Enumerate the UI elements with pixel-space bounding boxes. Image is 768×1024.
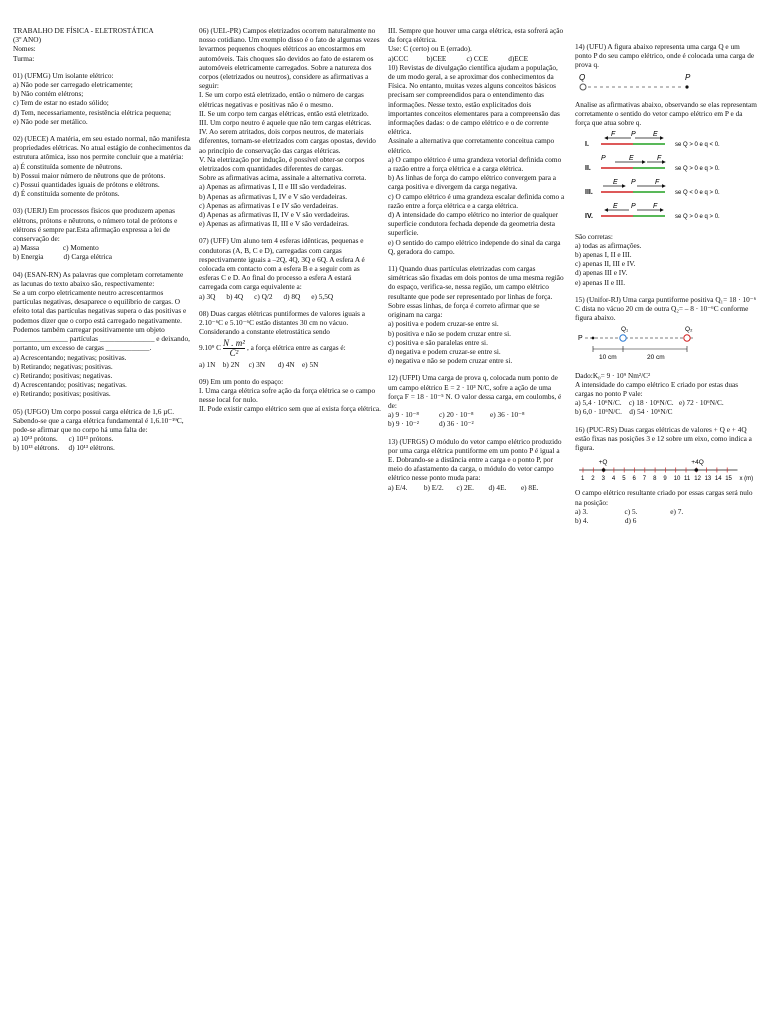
option: a) Não pode ser carregado eletricamente; (13, 80, 133, 90)
distance-label-2: 20 cm (647, 354, 665, 362)
option: e) Apenas as afirmativas II, III e V são verdadeiras. (199, 219, 349, 229)
question-09 (199, 377, 381, 414)
column-1 (13, 26, 191, 453)
question-text: Analise as afirmativas abaixo, observando se elas representam corretamente o sentido do vetor campo elétrico em P e da força que atua sobre q. (575, 99, 759, 128)
row-label: IV. (585, 213, 593, 221)
option: b) Retirando; negativas; positivas. (13, 361, 113, 371)
axis-tick-label: 12 (694, 476, 701, 483)
option: e) O sentido do campo elétrico independe do sinal da carga Q, geradora do campo. (388, 237, 563, 256)
axis-tick-label: 2 (591, 476, 595, 483)
question-text: 13) (UFRGS) O módulo do vetor campo elétrico produzido por uma carga elétrica puntiforme em um ponto P é igual a E. Dobrando-se a distância entre a carga e o ponto P, por meio do afastamento da carga, o módulo do vetor campo elétrico nesse ponto muda para: (388, 436, 564, 483)
options-row: b) 9 · 10⁻² d) 36 · 10⁻² (388, 419, 474, 429)
instruction: Sobre as afirmativas acima, assinale a alternativa correta. (199, 173, 367, 183)
instruction: Use: C (certo) ou E (errado). (388, 44, 472, 54)
row-condition: se Q > 0 e q > 0. (675, 214, 720, 221)
question-02 (13, 134, 191, 198)
question-text: O campo elétrico resultante criado por essas cargas será nulo na posição: (575, 488, 755, 507)
worksheet-header (13, 26, 191, 63)
option: a) Massa c) Momento (13, 243, 99, 253)
question-text: 06) (UEL-PR) Campos eletrizados ocorrem naturalmente no nosso cotidiano. Um exemplo disso é o fato de algumas vezes levarmos pequenos choques elétricos ao encostarmos em automóveis. Tais choques são devidos ao fato de estarem os automóveis eletricamente carregados. Sobre a natureza dos corpos (eletrizados ou neutros), considere as afirmativas a seguir: (199, 26, 382, 91)
q2-circle (684, 335, 690, 341)
worksheet-title: TRABALHO DE FÍSICA - ELETROSTÁTICA (13, 26, 154, 35)
option: d) Acrescentando; positivas; negativas. (13, 380, 127, 390)
statement: I. Uma carga elétrica sofre ação da força elétrica se o campo nesse local for nulo. (199, 385, 377, 405)
axis-tick-label: 1 (581, 476, 585, 483)
vector-options-diagram (575, 129, 755, 225)
question-text: 10) Revistas de divulgação científica ajudam a população, de um modo geral, a se aproximar dos conhecimentos da Física. No entanto, muitas vezes alguns conceitos básicos precisam ser compreendidos para o entendimento das informações. Nesse texto, estão explicitados dois importantes conceitos elementares para a compreensão das informações dadas: o de campo elétrico e o de corrente elétrica. (388, 62, 562, 137)
f-label: F (655, 179, 660, 187)
axis-tick-label: 3 (601, 476, 605, 483)
statement: II. Se um corpo tem cargas elétricas, então está eletrizado. (199, 108, 369, 118)
unit-fraction (223, 339, 245, 358)
q2-label: Q₂ (685, 326, 693, 334)
options-row: b) 6,0 · 10⁶N/C. d) 54 · 10⁶N/C (575, 407, 673, 417)
option: a) todas as afirmações. (575, 240, 642, 250)
question-text: A intensidade do campo elétrico E criado por estas duas cargas no ponto P vale: (575, 379, 740, 399)
question-text: 01) (UFMG) Um isolante elétrico: (13, 70, 114, 80)
question-text: 09) Em um ponto do espaço: (199, 376, 284, 386)
question-14 (575, 42, 757, 287)
given-data: Dado:K₀= 9 · 10⁹ Nm²/C² (575, 370, 651, 380)
two-charges-figure (575, 324, 757, 366)
options-row: a) 9 · 10⁻⁸ c) 20 · 10⁻⁸ e) 36 · 10⁻⁸ (388, 410, 525, 420)
option: c) Possui quantidades iguais de prótons e elétrons. (13, 180, 160, 190)
charge-label: +4Q (691, 459, 704, 467)
question-01 (13, 71, 191, 126)
axis-tick-label: 5 (622, 476, 626, 483)
option: e) Retirando; positivas; positivas. (13, 389, 111, 399)
row-condition: se Q < 0 e q > 0. (675, 190, 720, 197)
names-line: Nomes: (13, 44, 36, 54)
option: e) Não pode ser metálico. (13, 116, 88, 126)
option: c) O campo elétrico é uma grandeza escalar definida como a razão entre a força elétrica e a carga elétrica. (388, 191, 567, 210)
option: b) As linhas de força do campo elétrico convergem para a carga positiva e divergem da carga negativa. (388, 173, 558, 192)
grade-line: (3º ANO) (13, 35, 42, 45)
option: b) Não contém elétrons; (13, 89, 84, 99)
question-text-tail: , a força elétrica entre as cargas é: (246, 342, 346, 352)
option: c) Tem de estar no estado sólido; (13, 98, 109, 108)
column-3 (388, 26, 566, 492)
question-text: 12) (UFPI) Uma carga de prova q, colocada num ponto de um campo elétrico E = 2 · 10³ N/C, sofre a ação de uma força F = 18 · 10⁻⁵ N. O valor dessa carga, em coulombs, é de: (388, 373, 564, 410)
q1-label: Q₁ (621, 326, 629, 334)
q1-circle (620, 335, 626, 341)
e-label: E (613, 179, 618, 187)
option: b) positiva e não se podem cruzar entre si. (388, 328, 511, 338)
unit-numerator: N . m² (223, 337, 245, 348)
question-text: 16) (PUC-RS) Duas cargas elétricas de valores + Q e + 4Q estão fixas nas posições 3 e 12 sobre um eixo, como indica a figura. (575, 424, 754, 453)
axis-tick-label: 14 (714, 476, 722, 483)
vector-row-4 (585, 203, 720, 220)
axis-label: x (m) (739, 476, 754, 483)
charge-q-circle (580, 84, 586, 90)
axis-figure (575, 454, 757, 484)
option: a) É constituída somente de nêutrons. (13, 161, 123, 171)
point-p-dot (592, 337, 595, 340)
f-label: F (653, 203, 658, 211)
vector-row-3 (585, 179, 720, 196)
question-text: 08) Duas cargas elétricas puntiformes de valores iguais a 2.10⁻⁶C e 5.10⁻⁶C estão distantes 30 cm no vácuo. Considerando a constante eletrostática sendo (199, 308, 373, 337)
option: d) apenas III e IV. (575, 268, 628, 278)
options-row: a) 5,4 · 10⁶N/C. c) 18 · 10⁶N/C. e) 72 · 10⁶N/C. (575, 398, 724, 408)
question-text: 11) Quando duas partículas eletrizadas com cargas simétricas são fixadas em dois pontos de uma mesma região do espaço, verifica-se, nessa região, um campo elétrico resultante que pode ser representado por linhas de força. Sobre essas linhas, de força é correto afirmar que se originam na carga: (388, 264, 566, 320)
statement: IV. Ao serem atritados, dois corpos neutros, de materiais diferentes, tornam-se eletrizados com cargas opostas, devido ao princípio de conservação das cargas elétricas. (199, 127, 378, 155)
axis-diagram (575, 454, 755, 482)
axis-tick-label: 8 (653, 476, 657, 483)
question-11 (388, 264, 566, 365)
axis-tick-label: 7 (642, 476, 647, 483)
question-13 (388, 437, 566, 492)
option: a) O campo elétrico é uma grandeza vetorial definida como a razão entre a força elétrica e a carga elétrica. (388, 154, 564, 174)
unit-denominator: C² (229, 347, 239, 358)
statement: II. Pode existir campo elétrico sem que aí exista força elétrica. (199, 404, 381, 414)
class-line: Turma: (13, 53, 35, 63)
options-row: a) 1N b) 2N c) 3N d) 4N e) 5N (199, 359, 319, 369)
row-label: II. (585, 165, 591, 173)
row-label: III. (585, 189, 593, 197)
option: a) Acrescentando; negativas; positivas. (13, 352, 127, 362)
option: d) Tem, necessariamente, resistência elétrica pequena; (13, 107, 171, 117)
row-condition: se Q > 0 e q < 0. (675, 142, 720, 149)
row-condition: se Q > 0 e q > 0. (675, 166, 720, 173)
question-15 (575, 295, 757, 417)
option: b) 10¹³ elétrons. d) 10¹³ elétrons. (13, 443, 115, 453)
row-label: I. (585, 141, 589, 149)
point-p-label: P (578, 335, 583, 343)
constant-line (199, 339, 381, 358)
question-09-continued (388, 26, 566, 63)
charge-point-diagram (575, 72, 753, 94)
p-label: P (631, 131, 636, 139)
option: b) apenas I, II e III. (575, 250, 632, 260)
question-text: 07) (UFF) Um aluno tem 4 esferas idênticas, pequenas e condutoras (A, B, C e D), carregadas com cargas respectivamente iguais a –2Q, 4Q, 3Q e 6Q. A esfera A é colocada em contacto com a esfera B e a seguir com as esferas C e D. Ao final do processo a esfera A estará carregada com carga equivalente a: (199, 236, 367, 292)
option: c) positiva e são paralelas entre si. (388, 337, 488, 347)
axis-tick-label: 4 (611, 476, 616, 483)
option: c) Apenas as afirmativas I e IV são verdadeiras. (199, 200, 339, 210)
axis-tick-label: 15 (725, 476, 732, 483)
option: c) apenas II, III e IV. (575, 259, 636, 269)
e-label: E (629, 155, 634, 163)
column-4 (575, 42, 757, 525)
option: d) negativa e podem cruzar-se entre si. (388, 346, 501, 356)
point-p-label: P (685, 72, 691, 82)
question-16 (575, 425, 757, 526)
options-row: b) 4. d) 6 (575, 516, 637, 526)
constant-value: 9.10⁹ C (199, 342, 222, 352)
e-label: E (653, 131, 658, 139)
option: e) apenas II e III. (575, 277, 626, 287)
option: a) Apenas as afirmativas I, II e III são verdadeiras. (199, 182, 347, 192)
option: e) negativa e não se podem cruzar entre si. (388, 356, 513, 366)
charge-q-label: Q (579, 72, 586, 82)
question-08 (199, 309, 381, 369)
vector-row-2 (585, 155, 720, 172)
p-label: P (601, 155, 606, 163)
question-03 (13, 206, 191, 261)
question-text: 02) (UECE) A matéria, em seu estado normal, não manifesta propriedades elétricas. No atual estágio de conhecimentos da estrutura atômica, isso nos permite concluir que a matéria: (13, 134, 193, 162)
axis-tick-label: 10 (673, 476, 681, 483)
question-text: 15) (Unifor-RJ) Uma carga puntiforme positiva Q₁= 18 · 10⁻⁶ C dista no vácuo 20 cm de outra Q₂= – 8 · 10⁻⁶C conforme figura abaixo. (575, 294, 758, 323)
e-label: E (613, 203, 618, 211)
option: d) A intensidade do campo elétrico no interior de qualquer superfície condutora fechada depende da geometria desta superfície. (388, 210, 560, 238)
charge-dot (695, 468, 699, 472)
question-passage: Se a um corpo eletricamente neutro acrescentarmos partículas negativas, desaparece o equilíbrio de cargas. O efeito total das partículas negativas supera o das positivas e podemos dizer que o corpo está carregado negativamente. Podemos também carregar positivamente um objeto _______________ partículas _______________ e deixando, portanto, um excesso de cargas ____________. (13, 288, 192, 353)
axis-tick-label: 9 (663, 476, 667, 483)
option: b) Possui maior número de nêutrons que de prótons. (13, 170, 166, 180)
f-label: F (611, 131, 616, 139)
column-2 (199, 26, 381, 414)
option: d) É constituída somente de prótons. (13, 189, 120, 199)
question-06 (199, 26, 381, 228)
p-label: P (631, 203, 636, 211)
question-text: 04) (ESAN-RN) As palavras que completam corretamente as lacunas do texto abaixo são, respectivamente: (13, 269, 186, 288)
option: d) Apenas as afirmativas II, IV e V são verdadeiras. (199, 210, 350, 220)
instruction: São corretas: (575, 231, 613, 241)
options-row: a) 3Q b) 4Q c) Q/2 d) 8Q e) 5,5Q (199, 291, 334, 301)
question-04 (13, 270, 191, 399)
options-row: a)CCC b)CEE c) CCE d)ECE (388, 53, 529, 63)
axis-tick-label: 11 (684, 476, 691, 483)
option: c) Retirando; positivas; negativas. (13, 370, 113, 380)
option: b) Apenas as afirmativas I, IV e V são verdadeiras. (199, 191, 348, 201)
question-10 (388, 63, 566, 256)
charge-dot (602, 468, 606, 472)
two-charges-diagram (575, 324, 755, 364)
statement: III. Sempre que houver uma carga elétrica, esta sofrerá ação da força elétrica. (388, 26, 565, 45)
statement: I. Se um corpo está eletrizado, então o número de cargas elétricas negativas e positivas não é o mesmo. (199, 90, 366, 109)
charge-point-figure (575, 72, 757, 96)
axis-tick-label: 6 (632, 476, 636, 483)
question-text: 05) (UFGO) Um corpo possui carga elétrica de 1,6 µC. Sabendo-se que a carga elétrica fundamental é 1,6.10⁻¹⁹C, pode-se afirmar que no corpo há uma falta de: (13, 406, 186, 434)
question-07 (199, 236, 381, 300)
distance-label-1: 10 cm (599, 354, 617, 362)
p-label: P (631, 179, 636, 187)
option: a) 10¹³ prótons. c) 10¹³ prótons. (13, 434, 114, 444)
options-row: a) 3. c) 5. e) 7. (575, 506, 684, 516)
question-12 (388, 373, 566, 428)
f-label: F (657, 155, 662, 163)
question-text: 14) (UFU) A figura abaixo representa uma carga Q e um ponto P do seu campo elétrico, onde é colocada uma carga de prova q. (575, 42, 756, 70)
vector-row-1 (585, 131, 720, 148)
options-row: a) E/4. b) E/2. c) 2E. d) 4E. e) 8E. (388, 482, 539, 492)
statement: V. Na eletrização por indução, é possível obter-se corpos eletrizados com quantidades diferentes de cargas. (199, 154, 367, 174)
axis-tick-label: 13 (704, 476, 712, 483)
option: b) Energia d) Carga elétrica (13, 252, 113, 262)
option: a) positiva e podem cruzar-se entre si. (388, 319, 499, 329)
instruction: Assinale a alternativa que corretamente conceitua campo elétrico. (388, 136, 556, 155)
vector-options-figure (575, 129, 757, 227)
question-text: 03) (UERJ) Em processos físicos que produzem apenas elétrons, prótons e nêutrons, o número total de prótons e elétrons é sempre par.Esta afirmação expressa a lei de conservação de: (13, 206, 180, 244)
charge-label: +Q (598, 459, 608, 467)
statement: III. Um corpo neutro é aquele que não tem cargas elétricas. (199, 118, 372, 128)
question-05 (13, 407, 191, 453)
point-p-dot (685, 85, 688, 88)
